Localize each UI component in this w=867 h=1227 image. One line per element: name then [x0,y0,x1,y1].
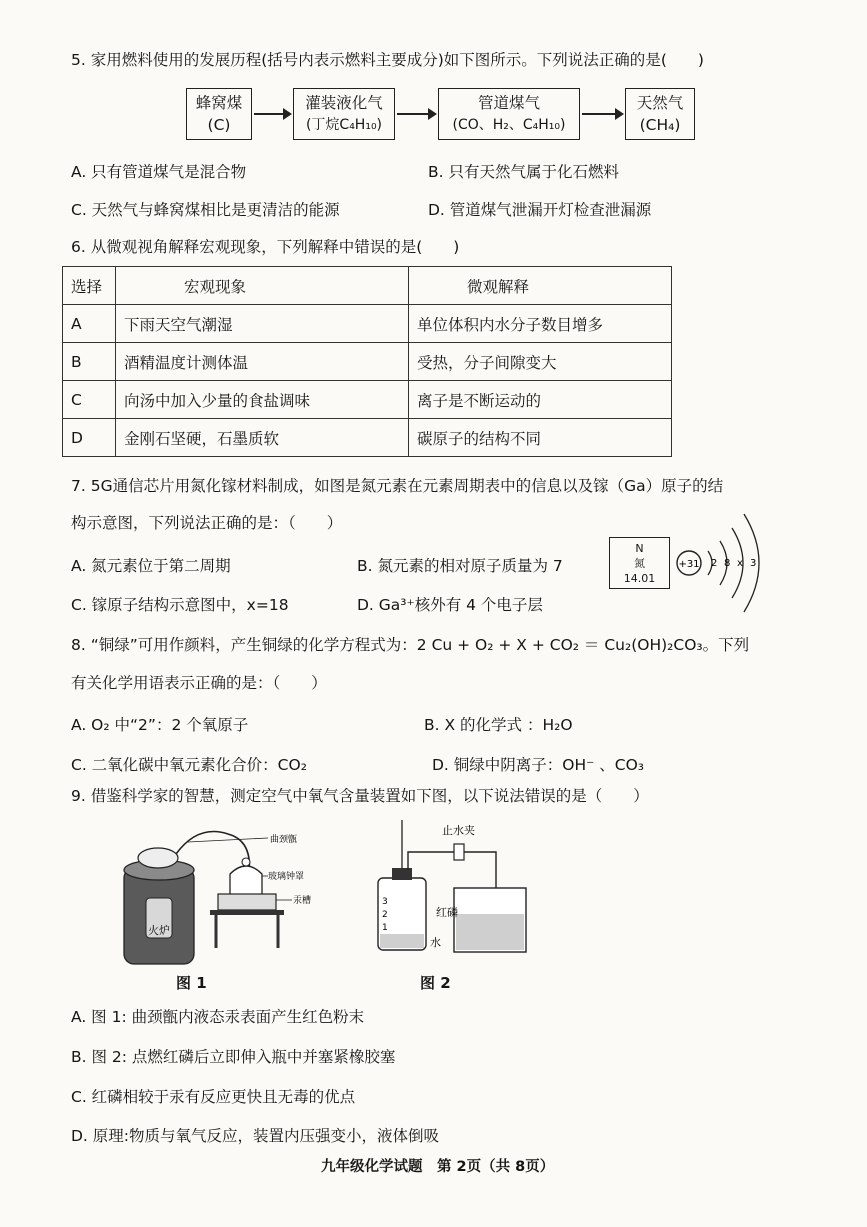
table-cell: 向汤中加入少量的食盐调味 [116,381,409,419]
element-name: 氮 [634,557,645,570]
q8-option-d: D. 铜绿中阴离子：OH⁻ 、CO₃ [432,756,644,774]
stop-clamp [454,844,464,860]
retort-flask [138,848,178,868]
rubber-stopper [392,868,412,880]
table-row [63,305,672,343]
table-cell: 下雨天空气潮湿 [116,305,409,343]
q7-option-c: C. 镓原子结构示意图中，x=18 [71,596,289,614]
q7-option-d: D. Ga³⁺核外有 4 个电子层 [357,596,543,614]
q9-stem: 9. 借鉴科学家的智慧，测定空气中氧气含量装置如下图，以下说法错误的是（ ） [71,787,649,805]
table-cell: 离子是不断运动的 [409,381,672,419]
flow-box-3-formula: (CO、H₂、C₄H₁₀) [452,117,566,133]
flow-box-2-formula: (丁烷C₄H₁₀) [305,117,383,133]
periodic-table-cell [609,537,670,589]
beaker-water [456,914,524,950]
table-cell: 金刚石坚硬，石墨质软 [116,419,409,457]
table-cell: 碳原子的结构不同 [409,419,672,457]
element-symbol: N [635,542,644,555]
q5-option-a: A. 只有管道煤气是混合物 [71,163,247,181]
label-trough: 汞槽 [293,896,312,906]
table-header-cell: 宏观现象 [116,267,409,305]
scale-mark: 2 [382,910,388,920]
q9-option-c: C. 红磷相较于汞有反应更快且无毒的优点 [71,1088,356,1106]
bell-jar-knob [242,858,250,866]
q7-stem-line1: 7. 5G通信芯片用氮化镓材料制成，如图是氮元素在元素周期表中的信息以及镓（Ga）原子的结 [71,477,724,495]
flow-box-4 [625,88,695,140]
q8-option-a: A. O₂ 中“2”：2 个氧原子 [71,716,249,734]
flow-box-1-formula: (C) [207,116,231,134]
shell-count: 2 [711,558,718,569]
table-cell: 酒精温度计测体温 [116,343,409,381]
q8-stem-line1: 8. “铜绿”可用作颜料，产生铜绿的化学方程式为：2 Cu + O₂ + X + CO₂ ＝ Cu₂(OH)₂CO₃。下列 [71,636,750,654]
table-row [63,343,672,381]
label-clamp: 止水夹 [442,824,475,837]
table-header-cell: 选择 [63,267,116,305]
table-header-cell: 微观解释 [409,267,672,305]
label-furnace: 火炉 [148,924,170,937]
q7-option-a: A. 氮元素位于第二周期 [71,557,231,575]
figure-1-lavoisier-apparatus [118,818,336,970]
flow-box-1-name: 蜂窝煤 [195,94,243,112]
mercury-trough [218,894,276,910]
table-cell: B [63,343,116,381]
label-leader [188,838,268,842]
table-cell: A [63,305,116,343]
q9-option-b: B. 图 2: 点燃红磷后立即伸入瓶中并塞紧橡胶塞 [71,1048,396,1066]
flow-arrow [582,113,622,115]
flow-box-2 [293,88,395,140]
figure-1-caption: 图 1 [176,974,207,992]
q6-table [62,266,672,457]
figure-2-phosphorus-apparatus [372,818,532,970]
flow-box-4-name: 天然气 [636,94,684,112]
table-cell: 单位体积内水分子数目增多 [409,305,672,343]
shell-count: 8 [724,558,731,569]
flow-arrow [397,113,435,115]
shell-count: 3 [750,558,757,569]
label-red-phosphorus: 红磷 [436,906,458,919]
q6-stem: 6. 从微观视角解释宏观现象，下列解释中错误的是( ) [71,238,460,256]
flow-box-3 [438,88,580,140]
q8-option-c: C. 二氧化碳中氧元素化合价：CO₂ [71,756,307,774]
page-footer: 九年级化学试题 第 2页（共 8页） [321,1159,555,1175]
q5-option-b: B. 只有天然气属于化石燃料 [428,163,619,181]
q7-stem-line2: 构示意图，下列说法正确的是：（ ） [71,514,343,532]
q8-stem-line2: 有关化学用语表示正确的是：（ ） [71,674,327,692]
q5-stem: 5. 家用燃料使用的发展历程(括号内表示燃料主要成分)如下图所示。下列说法正确的是( ) [71,51,704,69]
table-header-row [63,267,672,305]
table-cell: C [63,381,116,419]
q8-option-b: B. X 的化学式 ：H₂O [424,716,573,734]
bottle-water [380,934,424,948]
table-row [63,419,672,457]
q7-option-b: B. 氮元素的相对原子质量为 7 [357,557,563,575]
q5-option-d: D. 管道煤气泄漏开灯检查泄漏源 [428,201,652,219]
figure-2-caption: 图 2 [420,974,451,992]
flow-box-3-name: 管道煤气 [477,94,540,112]
q9-option-a: A. 图 1: 曲颈甑内液态汞表面产生红色粉末 [71,1008,365,1026]
q5-option-c: C. 天然气与蜂窝煤相比是更清洁的能源 [71,201,340,219]
flow-arrow [254,113,290,115]
flow-box-1 [186,88,252,140]
label-bell-jar: 玻璃钟罩 [268,872,305,882]
label-water: 水 [430,936,441,949]
element-mass: 14.01 [623,572,656,585]
scale-mark: 3 [382,897,388,907]
table-cell: D [63,419,116,457]
atom-structure-diagram [672,508,782,620]
shell-count: x [737,558,743,569]
label-retort: 曲颈甑 [270,835,298,845]
table-top [210,910,284,915]
table-cell: 受热，分子间隙变大 [409,343,672,381]
table-row [63,381,672,419]
scale-mark: 1 [382,923,388,933]
nucleus-charge: +31 [678,559,700,570]
flow-box-2-name: 灌装液化气 [305,94,383,112]
flow-box-4-formula: (CH₄) [639,116,681,134]
q9-option-d: D. 原理:物质与氧气反应，装置内压强变小，液体倒吸 [71,1127,440,1145]
